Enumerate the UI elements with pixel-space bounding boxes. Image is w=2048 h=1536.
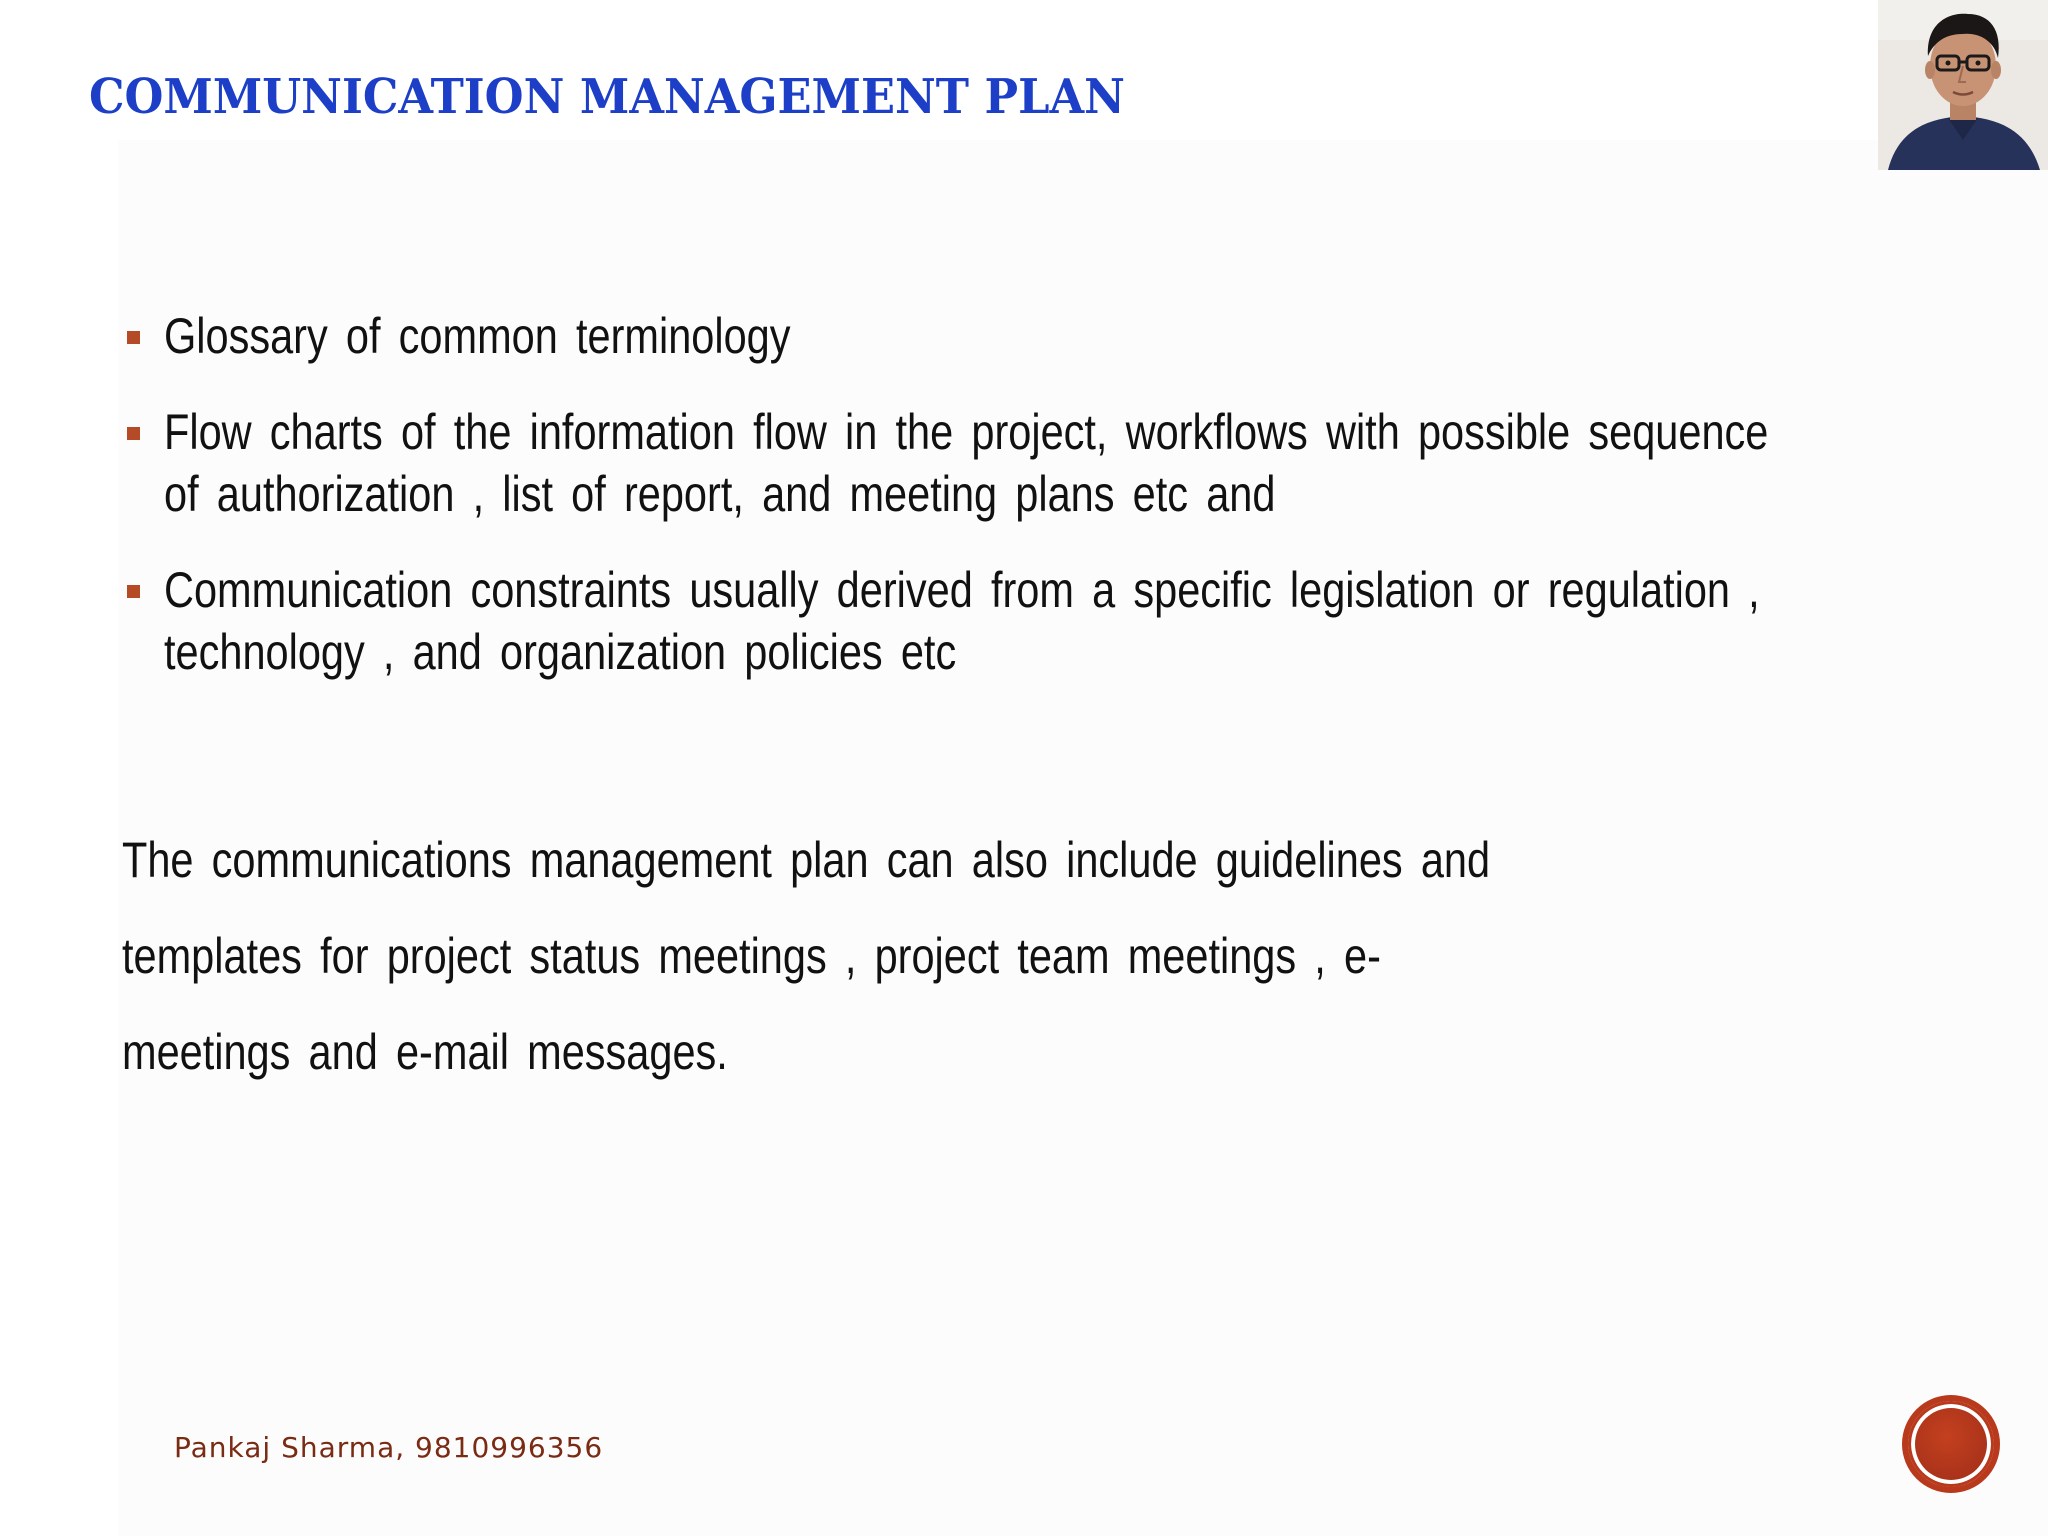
square-bullet-icon — [127, 585, 140, 598]
paragraph-line: The communications management plan can also include guidelines and — [122, 832, 1491, 888]
round-nav-button[interactable] — [1908, 1401, 1994, 1487]
bullet-text: Glossary of common terminology — [164, 308, 791, 364]
presenter-video-thumbnail — [1878, 0, 2048, 170]
bullet-text: Flow charts of the information flow in the project, workflows with possible sequence of authorization , list of report, and meeting plans etc and — [164, 404, 1769, 522]
paragraph-line: templates for project status meetings , project team meetings , e- — [122, 928, 1381, 984]
square-bullet-icon — [127, 427, 140, 440]
bullet-item — [118, 305, 1808, 367]
bullet-list — [118, 305, 1808, 717]
bullet-text: Communication constraints usually derived from a specific legislation or regulation , technology , and organization policies etc — [164, 562, 1760, 680]
presenter-icon — [1878, 0, 2048, 170]
bullet-item — [118, 401, 1808, 525]
bullet-item — [118, 559, 1808, 683]
paragraph-line: meetings and e-mail messages. — [122, 1024, 728, 1080]
footer-text: Pankaj Sharma, 9810996356 — [174, 1431, 604, 1464]
square-bullet-icon — [127, 331, 140, 344]
body-paragraph — [122, 812, 1491, 1100]
slide-title: COMMUNICATION MANAGEMENT PLAN — [89, 69, 1125, 125]
